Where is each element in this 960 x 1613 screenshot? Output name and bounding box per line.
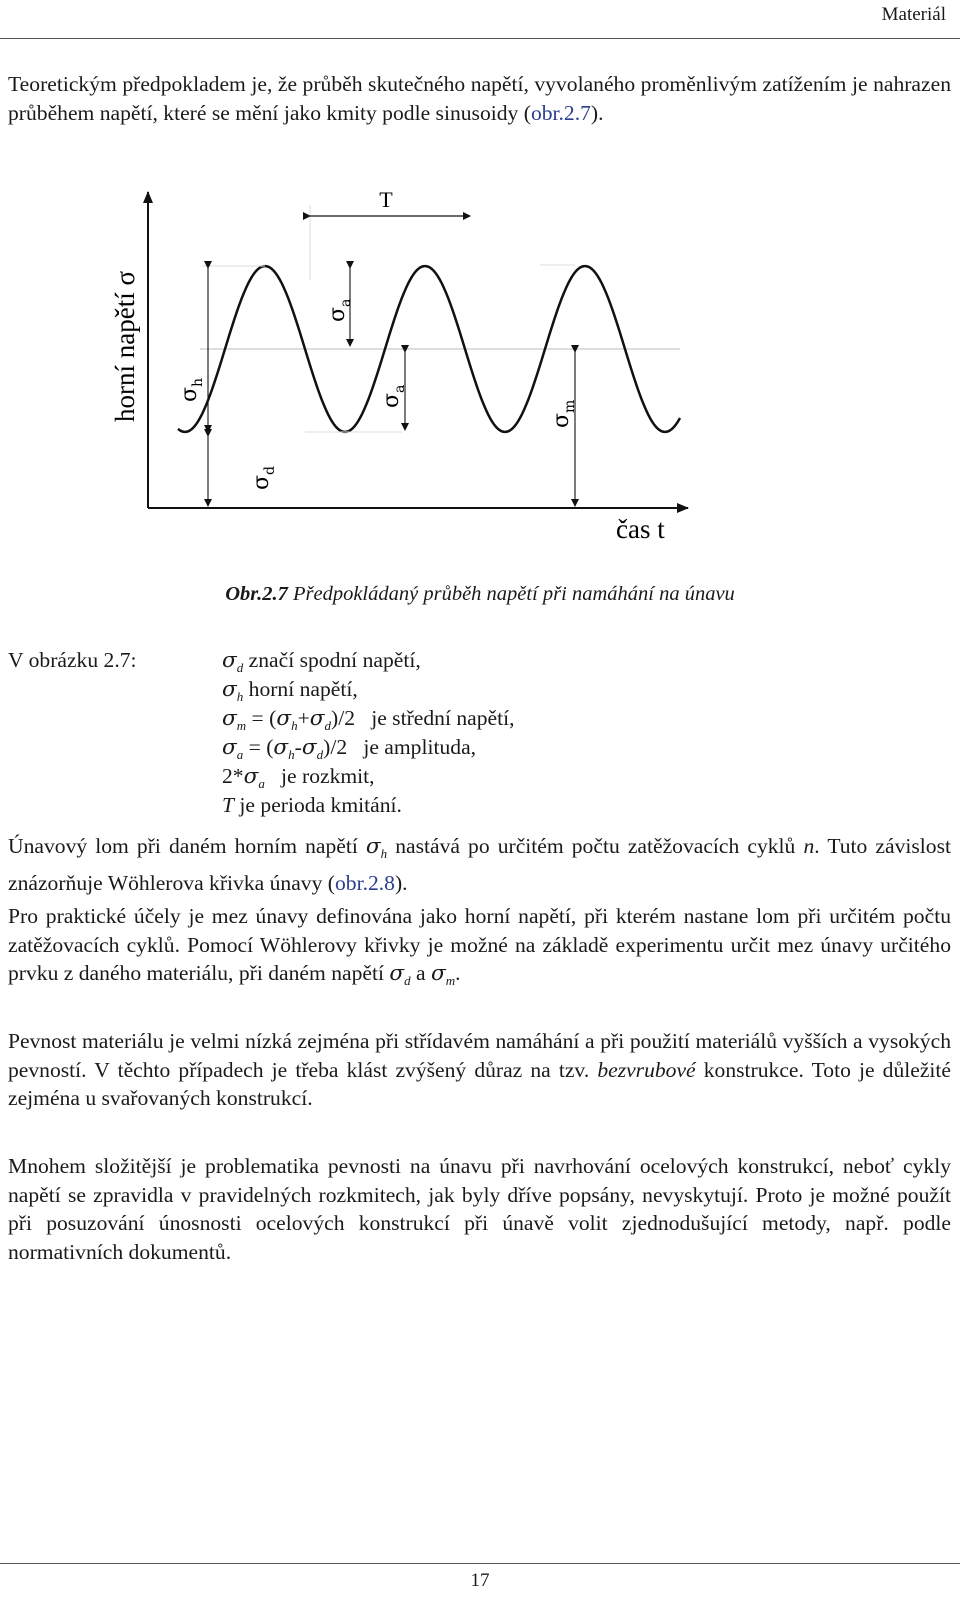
fatigue-limit-paragraph: Pro praktické účely je mez únavy definována jako horní napětí, při kterém nastane lom při určitém počtu zatěžovacích cyklů. Pomocí Wöhlerovy křivky je možné na základě experimentu určit mez únavy určitého prvku z daného materiálu, při daném napětí $\sigma_d$ a $\sigma_m$. <box>8 904 951 988</box>
def-sigma-a: $\sigma_a = (\sigma_h-\sigma_d)/2$ je amplituda, <box>222 735 477 762</box>
figure-link-2-7[interactable]: obr.2.7 <box>530 100 591 125</box>
period-label: T <box>379 187 393 212</box>
intro-text: Teoretickým předpokladem je, že průběh skutečného napětí, vyvolaného proměnlivým zatížením je nahrazen průběhem napětí, které se mění jako kmity podle sinusoidy ( <box>8 72 951 125</box>
sigma-d-label: $\sigma_d$ <box>249 466 278 490</box>
fatigue-paragraph: Únavový lom při daném horním napětí $\sigma_h$ nastává po určitém počtu zatěžovacích cyklů n. Tuto závislost znázorňuje Wöhlerova křivka únavy (obr.2.8). <box>8 834 951 895</box>
figure-caption <box>0 583 960 606</box>
intro-paragraph <box>8 70 951 127</box>
stress-cycle-figure <box>0 180 960 560</box>
y-axis-label-group <box>110 271 140 422</box>
strength-paragraph: Pevnost materiálu je velmi nízká zejména při střídavém namáhání a při použití materiálů vyšších a vysokých pevností. V těchto případech je třeba klást zvýšený důraz na tzv. bezvrubové konstrukce. Toto je důležité zejména u svařovaných konstrukcí. <box>8 1029 951 1110</box>
definitions-intro: V obrázku 2.7: <box>8 648 137 672</box>
x-axis-label: čas t <box>616 514 665 544</box>
caption-text: Předpokládaný průběh napětí při namáhání na únavu <box>287 583 735 605</box>
header-rule <box>0 38 960 39</box>
intro-after: ). <box>590 100 604 125</box>
sigma-h-label: $\sigma_h$ <box>177 377 206 402</box>
def-sigma-d: $\sigma_d$ značí spodní napětí, <box>222 648 421 675</box>
caption-ref: Obr.2.7 <box>225 583 288 605</box>
complex-paragraph: Mnohem složitější je problematika pevnosti na únavu při navrhování ocelových konstrukcí, neboť cykly napětí se zpravidla v pravidelných rozkmitech, jak byly dříve popsány, nevyskytují. Proto je možné použít při posuzování únosnosti ocelových konstrukcí při únavě volit zjednodušující metody, např. podle normativních dokumentů. <box>8 1154 951 1264</box>
figure-link-2-8[interactable]: obr.2.8 <box>334 870 395 895</box>
footer-rule <box>0 1563 960 1564</box>
y-axis-label: horní napětí σ <box>110 270 140 422</box>
def-period: T je perioda kmitání. <box>222 793 402 817</box>
sigma-a-lower-label: $\sigma_a$ <box>379 384 408 408</box>
running-header: Materiál <box>881 4 946 25</box>
def-sigma-m: $\sigma_m = (\sigma_h+\sigma_d)/2$ je střední napětí, <box>222 706 515 733</box>
def-range: $2*\sigma_a$ je rozkmit, <box>222 764 375 791</box>
def-sigma-h: $\sigma_h$ horní napětí, <box>222 677 358 704</box>
sigma-a-upper-label: $\sigma_a$ <box>325 298 354 322</box>
sigma-m-label: $\sigma_m$ <box>549 399 578 428</box>
page-number: 17 <box>470 1570 490 1591</box>
